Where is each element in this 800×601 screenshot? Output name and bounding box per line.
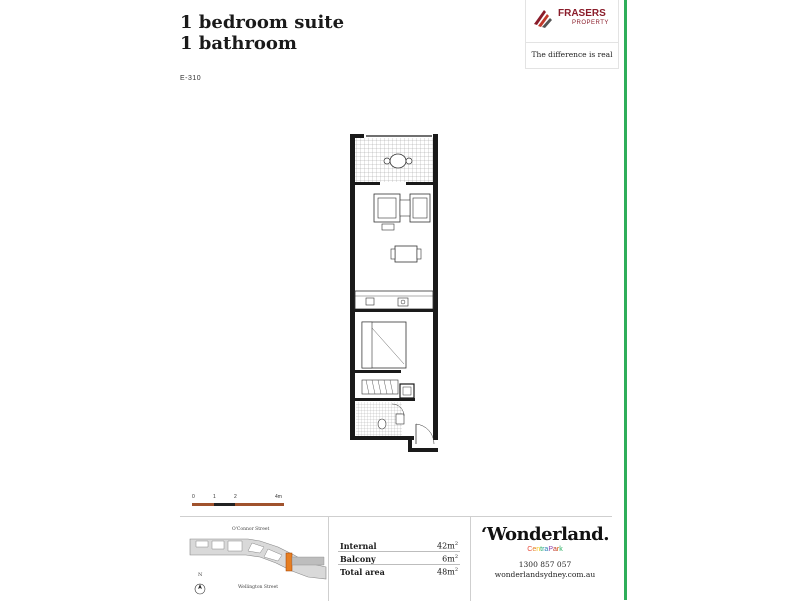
bedroom: [355, 322, 406, 394]
project-branding: [480, 525, 610, 580]
scale-bar-graphic: [192, 503, 284, 507]
balcony: [354, 136, 434, 182]
brand-divider: [526, 42, 618, 43]
unit-location-marker: [286, 553, 292, 571]
page-title: [180, 12, 344, 54]
area-value: $48m^2$: [437, 567, 458, 577]
area-label: Total area: [340, 567, 385, 577]
wall-left: [350, 134, 355, 440]
contact-phone: 1300 857 057: [518, 560, 572, 569]
area-label: Balcony: [340, 554, 376, 564]
area-value: $42m^2$: [437, 541, 458, 551]
north-arrow-icon: [194, 577, 206, 595]
entry-door: [416, 424, 434, 444]
area-row-total: [338, 565, 460, 577]
key-map: [180, 517, 329, 601]
area-value: $6m^2$: [442, 554, 458, 564]
scale-label: 0: [192, 494, 195, 500]
north-label: N: [198, 572, 203, 578]
title-line-1: 1 bedroom suite: [180, 12, 345, 33]
project-sub: CentraPark: [527, 546, 563, 553]
living-room-furniture: [374, 194, 430, 262]
street-label-bottom: Wellington Street: [238, 585, 279, 590]
title-line-2: 1 bathroom: [180, 33, 297, 54]
footer-divider: [470, 517, 471, 601]
scale-label: 1: [213, 494, 216, 500]
contact-website: wonderlandsydney.com.au: [494, 570, 596, 579]
street-label-top: O'Connor Street: [232, 527, 270, 532]
unit-code: E-310: [180, 75, 202, 82]
area-table: [338, 539, 460, 577]
brand-name: FRASERS: [558, 8, 606, 19]
site-key-map: [188, 533, 328, 585]
brand-tagline: The difference is real: [531, 50, 613, 59]
frasers-logo-icon: [532, 6, 556, 30]
area-row-internal: [338, 539, 460, 552]
kitchen: [355, 291, 433, 312]
footer: [180, 516, 612, 601]
scale-label: 2: [234, 494, 237, 500]
area-row-balcony: [338, 552, 460, 565]
wall-right: [433, 134, 438, 440]
scale-label: 4m: [275, 494, 282, 500]
page-edge-accent: [624, 0, 627, 600]
area-label: Internal: [340, 541, 377, 551]
brand-sub: PROPERTY: [572, 20, 609, 26]
project-name: ‘Wonderland.: [480, 524, 610, 545]
developer-brand: [525, 0, 619, 69]
floor-plan-drawing: [340, 128, 450, 453]
